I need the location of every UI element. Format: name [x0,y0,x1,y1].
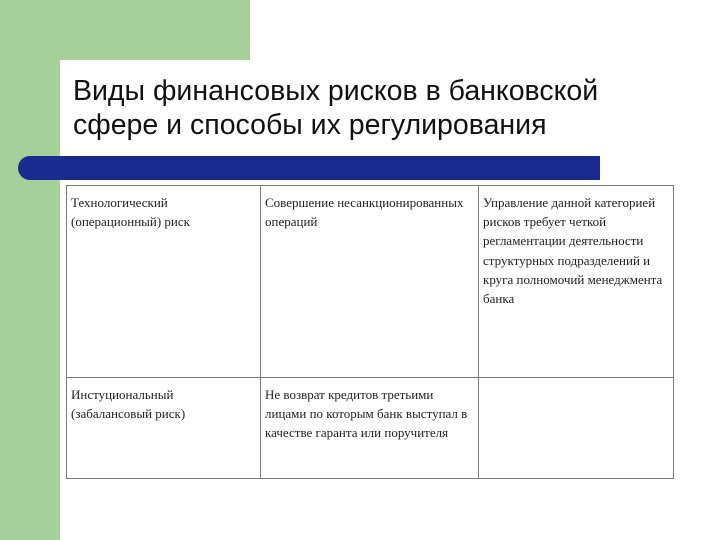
risk-table [66,185,674,479]
slide-title-line-2: сфере и способы их регулирования [73,109,547,141]
risk-description-cell: Не возврат кредитов третьими лицами по которым банк выступал в качестве гаранта или поручителя [261,378,479,479]
risk-type-cell: Инстуциональный (забалансовый риск) [67,378,261,479]
risk-type-cell: Технологический (операционный) риск [67,186,261,378]
table-row [67,378,674,479]
slide-title [73,74,693,142]
green-top-decoration [0,0,250,60]
risk-description-cell: Совершение несанкционированных операций [261,186,479,378]
risk-regulation-cell: Управление данной категорией рисков требует четкой регламентации деятельности структурных подразделений и круга полномочий менеджмента банка [479,186,674,378]
table-row [67,186,674,378]
risk-regulation-cell [479,378,674,479]
green-sidebar-decoration [0,0,60,540]
slide-title-line-1: Виды финансовых рисков в банковской [73,75,599,107]
title-underline-bar [18,156,600,180]
